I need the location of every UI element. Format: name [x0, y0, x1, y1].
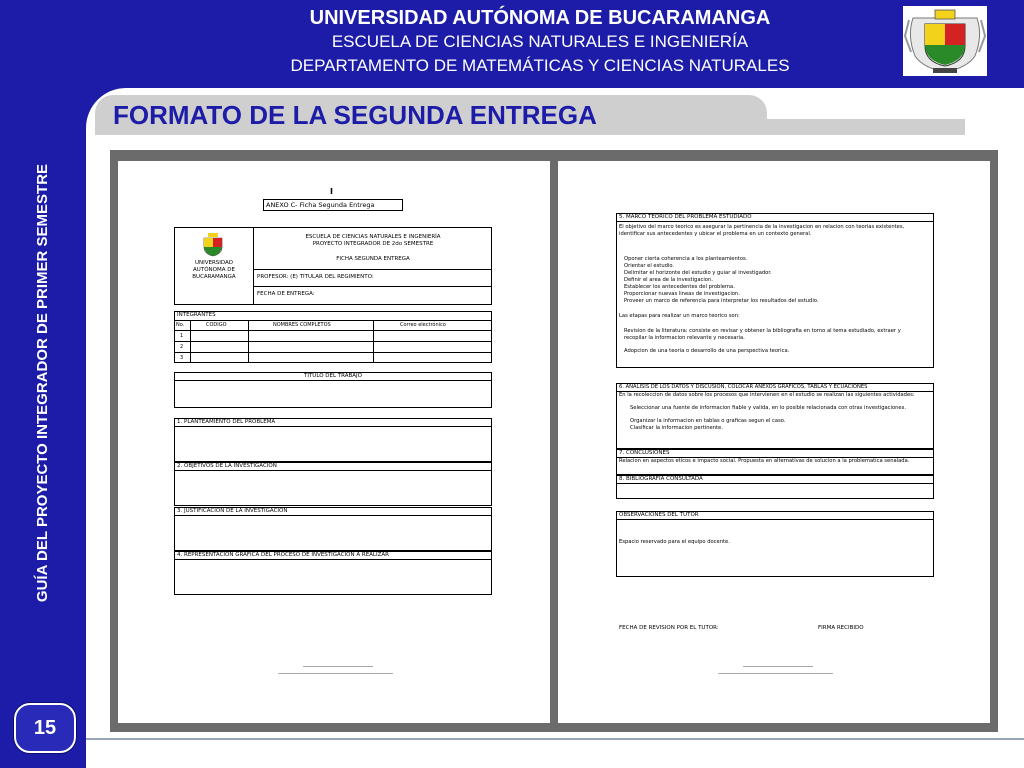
section-5-item-1: Oponer cierta coherencia a los planteamientos. [624, 256, 748, 262]
form-school: ESCUELA DE CIENCIAS NATURALES E INGENIERÍA [305, 234, 441, 240]
section-5-stage-1: Revision de la literatura: consiste en revisar y obtener la bibliografia en torno al tema estudiado, extraer y recopilar la informacion relevante y necesaria. [624, 328, 901, 341]
annex-label: ANEXO C- Ficha Segunda Entrega [266, 201, 375, 209]
section-5-item-5: Establecer los antecedentes del problema. [624, 284, 735, 290]
form-professor: PROFESOR: (E) TITULAR DEL REGIMIENTO: [257, 274, 374, 280]
section-4-label: 4. REPRESENTACION GRAFICA DEL PROCESO DE INVESTIGACION A REALIZAR [177, 552, 389, 558]
signature-label: FIRMA RECIBIDO [818, 625, 864, 631]
work-title-label: TITULO DEL TRABAJO [303, 373, 363, 379]
section-5-stages: Las etapas para realizar un marco teorico son: [619, 313, 740, 319]
members-label: INTEGRANTES [177, 312, 216, 318]
slide-title: FORMATO DE LA SEGUNDA ENTREGA [113, 100, 597, 130]
university-name: UNIVERSIDAD AUTÓNOMA DE BUCARAMANGA [309, 7, 771, 29]
members-row-3: 3 [180, 355, 184, 361]
section-5-item-4: Definir el area de la investigacion. [624, 277, 713, 283]
section-7-text: Relacion en aspectos eticos e impacto social. Propuesta en alternativas de solucion a la problematica senalada. [619, 458, 910, 464]
section-5-item-7: Proveer un marco de referencia para interpretar los resultados del estudio. [624, 298, 819, 304]
section-2-label: 2. OBJETIVOS DE LA INVESTIGACION [177, 463, 277, 469]
school-name: ESCUELA DE CIENCIAS NATURALES E INGENIERÍA [331, 32, 749, 51]
form-univ-line3: BUCARAMANGA [192, 274, 236, 280]
sidebar-caption: GUÍA DEL PROYECTO INTEGRADOR DE PRIMER SEMESTRE [34, 163, 51, 603]
bottom-divider [86, 738, 1024, 740]
members-row-1: 1 [180, 333, 184, 339]
section-5-item-3: Delimitar el horizonte del estudio y guiar al investigador. [624, 270, 772, 276]
form-crest-icon [202, 233, 224, 257]
members-col-no: No. [176, 322, 185, 328]
section-1-label: 1. PLANTEAMIENTO DEL PROBLEMA [177, 419, 276, 425]
section-5-item-6: Proporcionar nuevas lineas de investigacion. [624, 291, 740, 297]
section-8-label: 8. BIBLIOGRAFIA CONSULTADA [619, 476, 703, 482]
tutor-observations-text: Espacio reservado para el equipo docente. [619, 539, 730, 545]
section-6-item-2: Organizar la informacion en tablas o graficas segun el caso. [630, 418, 786, 424]
form-sheet: FICHA SEGUNDA ENTREGA [336, 256, 410, 262]
header-titles [220, 6, 860, 78]
members-row-2: 2 [180, 344, 184, 350]
section-6-item-3: Clasificar la informacion pertinente. [630, 425, 723, 431]
department-name: DEPARTAMENTO DE MATEMÁTICAS Y CIENCIAS NATURALES [290, 56, 790, 75]
slide-number-badge: 15 [14, 703, 76, 753]
university-crest-logo [903, 6, 987, 76]
page-marker: I [330, 187, 333, 196]
form-univ-line1: UNIVERSIDAD [194, 260, 234, 266]
form-univ-line2: AUTÓNOMA DE [193, 267, 235, 273]
section-5-label: 5. MARCO TEORICO DEL PROBLEMA ESTUDIADO [619, 214, 752, 220]
members-col-code: CODIGO [206, 322, 227, 328]
section-6-label: 6. ANALISIS DE LOS DATOS Y DISCUSION, COLOCAR ANEXOS GRAFICOS, TABLAS Y ECUACIONES [619, 384, 868, 390]
section-5-stage-2: Adopcion de una teoria o desarrollo de una perspectiva teorica. [624, 348, 790, 354]
document-page-left [118, 161, 550, 723]
members-col-email: Correo electrónico [400, 322, 446, 328]
members-table [174, 311, 492, 363]
form-project: PROYECTO INTEGRADOR DE 2do SEMESTRE [312, 241, 434, 247]
section-6-item-1: Seleccionar una fuente de informacion fiable y valida, en lo posible relacionada con otras investigaciones. [630, 405, 906, 411]
review-date-label: FECHA DE REVISION POR EL TUTOR: [619, 625, 719, 631]
section-7-label: 7. CONCLUSIONES [619, 450, 670, 456]
form-delivery-date: FECHA DE ENTREGA: [257, 291, 315, 297]
section-6-intro: En la recoleccion de datos sobre los procesos que intervienen en el estudio se realizan las siguientes actividades: [619, 392, 915, 398]
section-5-item-2: Orientar el estudio. [624, 263, 675, 269]
section-3-label: 3. JUSTIFICACION DE LA INVESTIGACION [177, 508, 288, 514]
section-5-intro: El objetivo del marco teorico es asegurar la pertinencia de la investigacion en relacion con teorias existentes, identificar sus antecedentes y ubicar el problema en un contexto general. [619, 224, 905, 237]
members-col-names: NOMBRES COMPLETOS [273, 322, 331, 328]
document-page-right [558, 161, 990, 723]
tutor-observations-label: OBSERVACIONES DEL TUTOR [619, 512, 699, 518]
